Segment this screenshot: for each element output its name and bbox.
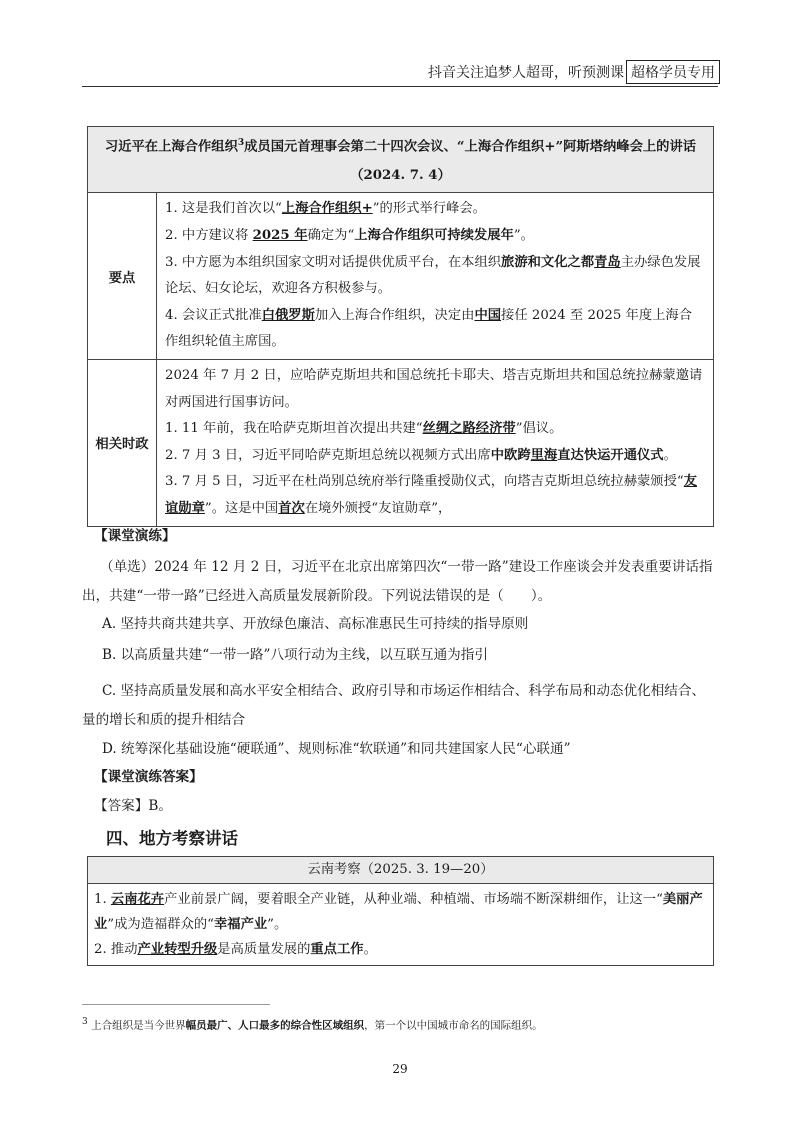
- header-badge: 超格学员专用: [626, 60, 720, 84]
- page-header: [428, 60, 720, 84]
- list-item: 2. 中方建议将 2025 年确定为“上海合作组织可持续发展年”。: [165, 228, 534, 244]
- header-text: 抖音关注追梦人超哥，听预测课: [428, 65, 624, 81]
- speech-table: [87, 126, 714, 527]
- row-label-related-news: 相关时政: [88, 359, 157, 526]
- table-row: [88, 884, 714, 966]
- yunnan-table-title: 云南考察（2025. 3. 19—20）: [88, 857, 714, 884]
- section-title: 四、地方考察讲话: [106, 829, 238, 848]
- option-a: A. 坚持共商共建共享、开放绿色廉洁、高标准惠民生可持续的指导原则: [102, 616, 529, 632]
- practice-heading: 【课堂演练】: [94, 528, 176, 544]
- row-label-key-points: 要点: [88, 193, 157, 360]
- answer-heading: 【课堂演练答案】: [94, 769, 203, 785]
- key-points-content: [157, 193, 714, 360]
- option-d: D. 统筹深化基础设施“硬联通”、规则标准“软联通”和同共建国家人民“心联通”: [102, 741, 571, 757]
- practice-question: （单选）2024 年 12 月 2 日，习近平在北京出席第四次“一带一路”建设工作座谈会并发表重要讲话指出，共建“一带一路”已经进入高质量发展新阶段。下列说法错误的是（ ）。: [82, 559, 713, 604]
- list-item: 2. 7 月 3 日，习近平同哈萨克斯坦总统以视频方式出席中欧跨里海直达快运开通仪式。: [165, 447, 677, 463]
- yunnan-table: [87, 856, 714, 966]
- header-divider: [82, 86, 718, 87]
- option-b: B. 以高质量共建“一带一路”八项行动为主线，以互联互通为指引: [102, 647, 488, 663]
- related-news-content: [157, 359, 714, 526]
- answer-text: 【答案】B。: [94, 798, 172, 814]
- list-item: 3. 中方愿为本组织国家文明对话提供优质平台，在本组织旅游和文化之都青岛主办绿色发展论坛、妇女论坛，欢迎各方积极参与。: [165, 254, 701, 297]
- list-item: 2. 推动产业转型升级是高质量发展的重点工作。: [94, 942, 377, 957]
- page-number: 29: [392, 1062, 408, 1076]
- footnote: $^3$ 上合组织是当今世界幅员最广、人口最多的综合性区域组织，第一个以中国城市命名的国际组织。: [82, 1017, 543, 1032]
- list-item: 1. 云南花卉产业前景广阔，要着眼全产业链，从种业端、种植端、市场端不断深耕细作，让这一“美丽产业”成为造福群众的“幸福产业”。: [94, 892, 703, 932]
- footnote-divider: [82, 1004, 270, 1005]
- list-item: 1. 11 年前，我在哈萨克斯坦首次提出共建“丝绸之路经济带”倡议。: [165, 421, 563, 437]
- list-item: 1. 这是我们首次以“上海合作组织+”的形式举行峰会。: [165, 201, 486, 217]
- table-row: [88, 359, 714, 526]
- option-c: C. 坚持高质量发展和高水平安全相结合、政府引导和市场运作相结合、科学布局和动态优化相结合、量的增长和质的提升相结合: [82, 683, 706, 728]
- list-item: 2024 年 7 月 2 日，应哈萨克斯坦共和国总统托卡耶夫、塔吉克斯坦共和国总统拉赫蒙邀请对两国进行国事访问。: [165, 367, 703, 410]
- list-item: 3. 7 月 5 日，习近平在杜尚别总统府举行隆重授勋仪式，向塔吉克斯坦总统拉赫蒙颁授“友谊勋章”。这是中国首次在境外颁授“友谊勋章”，: [165, 474, 697, 516]
- list-item: 4. 会议正式批准白俄罗斯加入上海合作组织，决定由中国接任 2024 至 2025 年度上海合作组织轮值主席国。: [165, 307, 693, 350]
- speech-date: （2024. 7. 4）: [350, 168, 451, 184]
- speech-table-title: 习近平在上海合作组织$^3$成员国元首理事会第二十四次会议、“上海合作组织+”阿斯塔纳峰会上的讲话 （2024. 7. 4）: [88, 127, 714, 193]
- table-row: [88, 193, 714, 360]
- yunnan-content: [88, 884, 714, 966]
